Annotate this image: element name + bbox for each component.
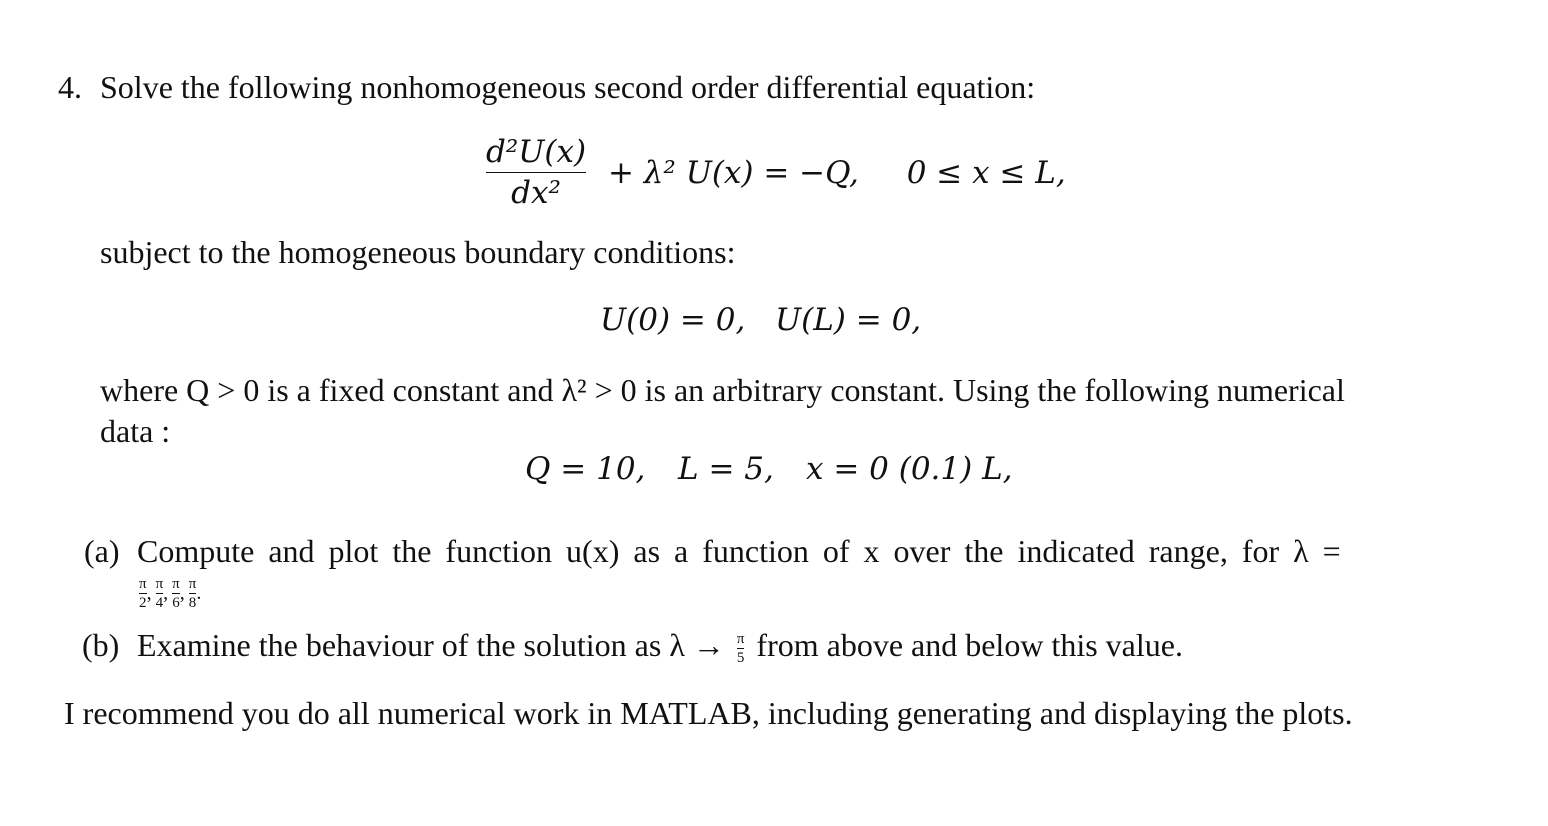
derivative-fraction [486, 134, 586, 211]
equation-domain: 0 ≤ x ≤ L, [906, 154, 1066, 191]
bc-left: U(0) = 0, [600, 302, 746, 338]
lambda-fraction: $\frac{\pi}{4}$ [155, 576, 164, 611]
recommendation: I recommend you do all numerical work in MATLAB, including generating and displaying the plots. [64, 695, 1353, 731]
where-line-1: where Q > 0 is a fixed constant and λ² > 0 is an arbitrary constant. Using the following numerical [100, 372, 1345, 408]
lambda-fraction: $\frac{\pi}{6}$ [172, 576, 180, 611]
derivative-denominator: dx² [511, 175, 561, 211]
part-b-label: (b) [82, 627, 120, 663]
part-a-text: Compute and plot the function u(x) as a function of x over the indicated range, for λ = [137, 533, 1341, 569]
part-b-line [137, 626, 1183, 666]
data-l: L = 5, [678, 451, 774, 487]
where-line-2: data : [100, 413, 171, 449]
part-a-label: (a) [84, 533, 120, 569]
problem-intro: Solve the following nonhomogeneous second order differential equation: [100, 69, 1036, 105]
problem-number: 4. [58, 69, 82, 105]
equation-rest: + λ² U(x) = −Q, [607, 154, 859, 191]
limit-fraction: $\frac{\pi}{5}$ [736, 631, 745, 667]
differential-equation [486, 134, 1066, 211]
data-x: x = 0 (0.1) L, [806, 451, 1013, 487]
lambda-values: $\frac{\pi}{2}$ , $\frac{\pi}{4}$ , $\frac{\pi}{6}$ , $\frac{\pi}{8}$ . [139, 576, 202, 611]
bc-intro: subject to the homogeneous boundary conditions: [100, 234, 736, 270]
fraction-bar [486, 172, 586, 173]
part-b-text-before: Examine the behaviour of the solution as λ → [137, 627, 725, 663]
data-q: Q = 10, [525, 451, 646, 487]
lambda-fraction: $\frac{\pi}{2}$ [139, 576, 147, 611]
part-b-text-after: from above and below this value. [756, 627, 1183, 663]
derivative-numerator: d²U(x) [486, 134, 587, 170]
bc-right: U(L) = 0, [775, 302, 922, 338]
lambda-fraction: $\frac{\pi}{8}$ [188, 576, 197, 611]
